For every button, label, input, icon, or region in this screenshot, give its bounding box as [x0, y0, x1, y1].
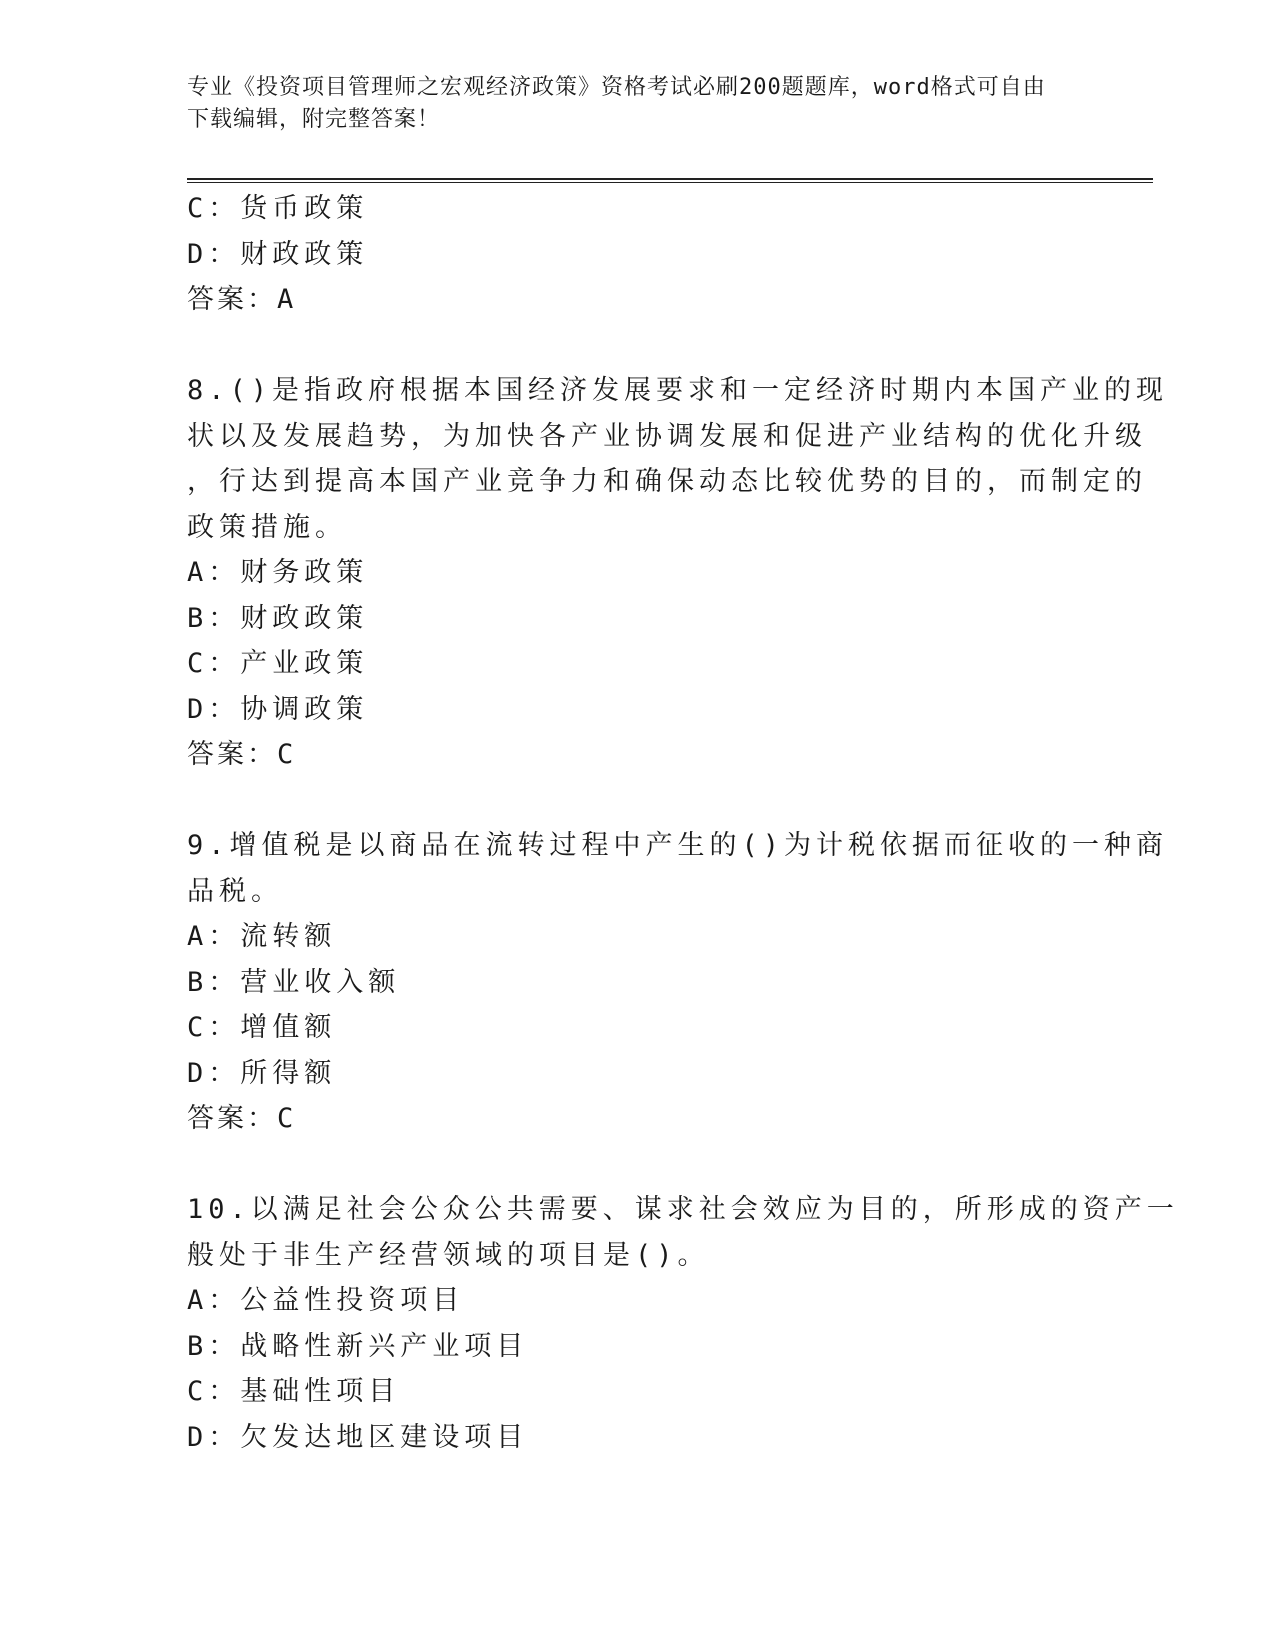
question-text-line: 品税。 [187, 875, 283, 907]
question-text-line: ，行达到提高本国产业竞争力和确保动态比较优势的目的，而制定的 [187, 466, 1147, 497]
option-c: C：增值额 [187, 1012, 337, 1043]
question-10 [187, 1187, 1179, 1460]
option-b: B：营业收入额 [187, 966, 401, 998]
question-8 [187, 368, 1169, 778]
question-text-line: 政策措施。 [187, 511, 347, 543]
option-c: C：货币政策 [187, 193, 369, 224]
answer: 答案：C [187, 739, 297, 770]
question-text-line: 般处于非生产经营领域的项目是()。 [187, 1239, 710, 1271]
page-header: 专业《投资项目管理师之宏观经济政策》资格考试必刷200题题库，word格式可自由下载编辑，附完整答案！ [187, 75, 1046, 132]
option-d: D：所得额 [187, 1057, 337, 1089]
question-9 [187, 823, 1169, 1142]
question-text-line: 状以及发展趋势，为加快各产业协调发展和促进产业结构的优化升级 [187, 420, 1147, 452]
header-divider [187, 178, 1153, 183]
option-a: A：流转额 [187, 921, 337, 952]
option-d: D：欠发达地区建设项目 [187, 1421, 529, 1453]
option-c: C：产业政策 [187, 648, 369, 679]
option-a: A：财务政策 [187, 557, 369, 588]
option-a: A：公益性投资项目 [187, 1285, 465, 1316]
answer: 答案：A [187, 284, 297, 315]
question-text-line: 9.增值税是以商品在流转过程中产生的()为计税依据而征收的一种商 [187, 830, 1169, 861]
question-text-line: 10.以满足社会公众公共需要、谋求社会效应为目的，所形成的资产一 [187, 1194, 1179, 1225]
option-d: D：财政政策 [187, 238, 369, 270]
option-b: B：财政政策 [187, 602, 369, 634]
question-content [187, 186, 1179, 1460]
question-text-line: 8.()是指政府根据本国经济发展要求和一定经济时期内本国产业的现 [187, 375, 1169, 406]
option-c: C：基础性项目 [187, 1376, 401, 1407]
option-d: D：协调政策 [187, 693, 369, 725]
answer: 答案：C [187, 1103, 297, 1134]
option-b: B：战略性新兴产业项目 [187, 1330, 529, 1362]
